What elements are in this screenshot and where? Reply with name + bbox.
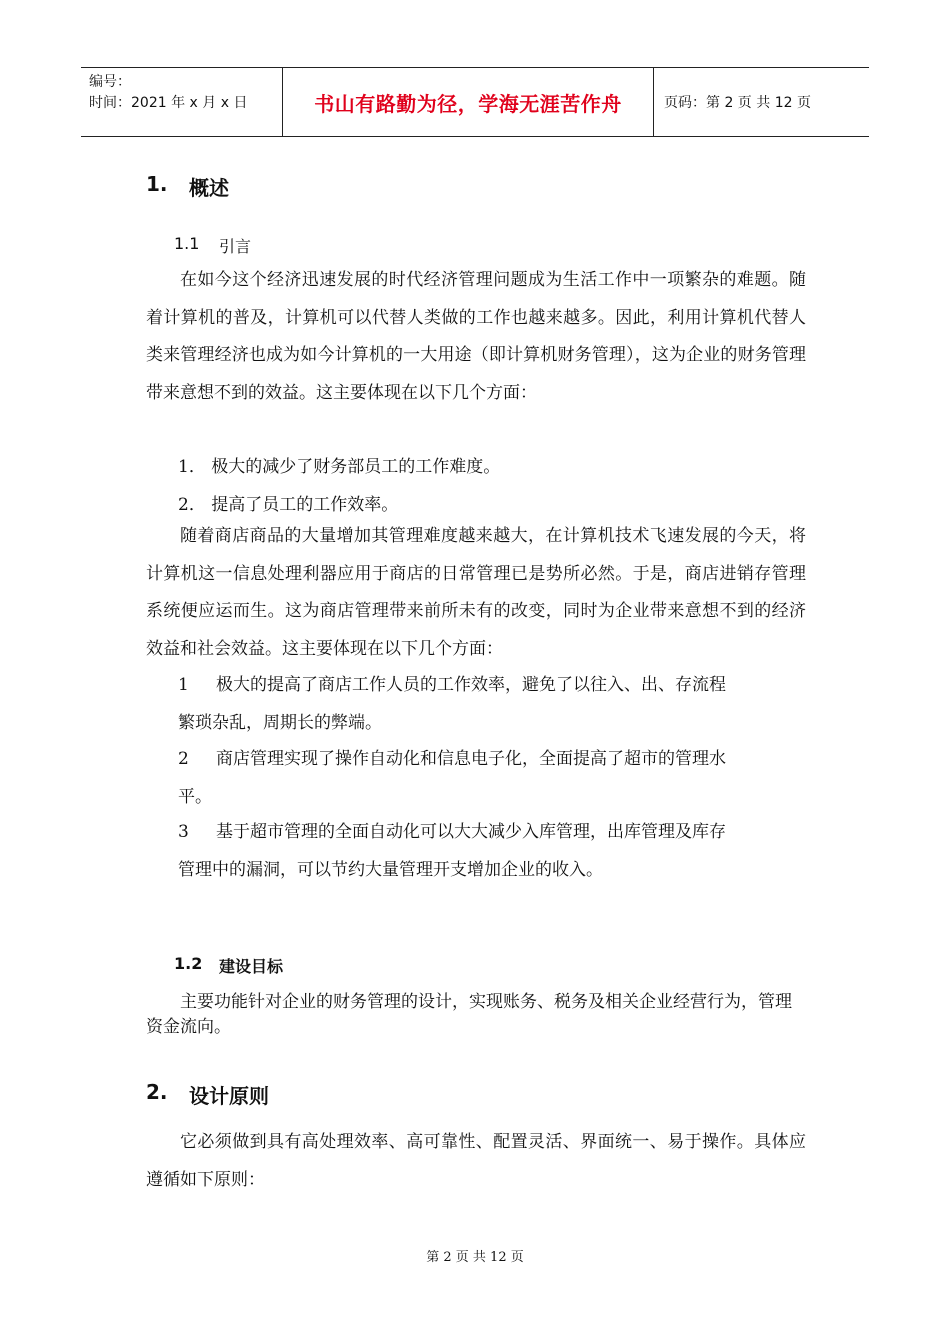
section-title: 概述 bbox=[189, 176, 229, 200]
subsection-number: 1.2 bbox=[174, 954, 203, 973]
goal-paragraph: 主要功能针对企业的财务管理的设计，实现账务、税务及相关企业经营行为，管理资金流向。 bbox=[146, 992, 792, 1037]
item-text-line2: 管理中的漏洞，可以节约大量管理开支增加企业的收入。 bbox=[178, 859, 603, 880]
section-heading-1 bbox=[146, 172, 229, 201]
section-number: 1. bbox=[146, 172, 168, 196]
subsection-heading-1-1 bbox=[174, 234, 251, 257]
section-heading-2 bbox=[146, 1080, 269, 1109]
list-item: 1． 极大的减少了财务部员工的工作难度。 bbox=[178, 457, 501, 477]
header-meta bbox=[81, 68, 282, 136]
intro-list bbox=[178, 449, 500, 524]
item-text-line1: 极大的提高了商店工作人员的工作效率，避免了以往入、出、存流程 bbox=[216, 675, 726, 695]
subsection-title: 建设目标 bbox=[219, 957, 284, 976]
list-item: 2． 提高了员工的工作效率。 bbox=[178, 494, 399, 515]
header-motto: 书山有路勤为径，学海无涯苦作舟 bbox=[282, 68, 654, 136]
section-number: 2. bbox=[146, 1080, 168, 1104]
header-date-label: 时间：2021 年 x 月 x 日 bbox=[89, 95, 248, 111]
item-text-line2: 繁琐杂乱，周期长的弊端。 bbox=[178, 712, 382, 733]
header-page-info: 页码：第 2 页 共 12 页 bbox=[664, 95, 811, 111]
section-title: 设计原则 bbox=[189, 1084, 269, 1108]
numbered-item bbox=[178, 814, 803, 889]
item-text-line1: 商店管理实现了操作自动化和信息电子化，全面提高了超市的管理水 bbox=[216, 749, 726, 769]
item-number: 1 bbox=[178, 675, 189, 695]
subsection-number: 1.1 bbox=[174, 234, 200, 253]
numbered-item bbox=[178, 667, 803, 742]
intro-paragraph-1: 在如今这个经济迅速发展的时代经济管理问题成为生活工作中一项繁杂的难题。随着计算机的普及，计算机可以代替人类做的工作也越来越多。因此，利用计算机代替人类来管理经济也成为如今计算机的一大用途（即计算机财务管理），这为企业的财务管理带来意想不到的效益。这主要体现在以下几个方面： bbox=[146, 270, 806, 403]
subsection-title: 引言 bbox=[219, 237, 252, 256]
page-footer: 第 2 页 共 12 页 bbox=[426, 1250, 524, 1265]
page-header bbox=[81, 67, 869, 137]
item-text-line1: 基于超市管理的全面自动化可以大大减少入库管理，出库管理及库存 bbox=[216, 822, 726, 842]
item-number: 3 bbox=[178, 822, 189, 842]
intro-paragraph-2: 随着商店商品的大量增加其管理难度越来越大，在计算机技术飞速发展的今天，将计算机这一信息处理利器应用于商店的日常管理已是势所必然。于是，商店进销存管理系统便应运而生。这为商店管理带来前所未有的改变，同时为企业带来意想不到的经济效益和社会效益。这主要体现在以下几个方面： bbox=[146, 526, 806, 659]
header-number-label: 编号： bbox=[89, 74, 131, 90]
item-number: 2 bbox=[178, 749, 189, 769]
item-text-line2: 平。 bbox=[178, 786, 212, 807]
numbered-item bbox=[178, 741, 803, 816]
principle-paragraph: 它必须做到具有高处理效率、高可靠性、配置灵活、界面统一、易于操作。具体应遵循如下原则： bbox=[146, 1132, 806, 1190]
subsection-heading-1-2 bbox=[174, 954, 283, 977]
